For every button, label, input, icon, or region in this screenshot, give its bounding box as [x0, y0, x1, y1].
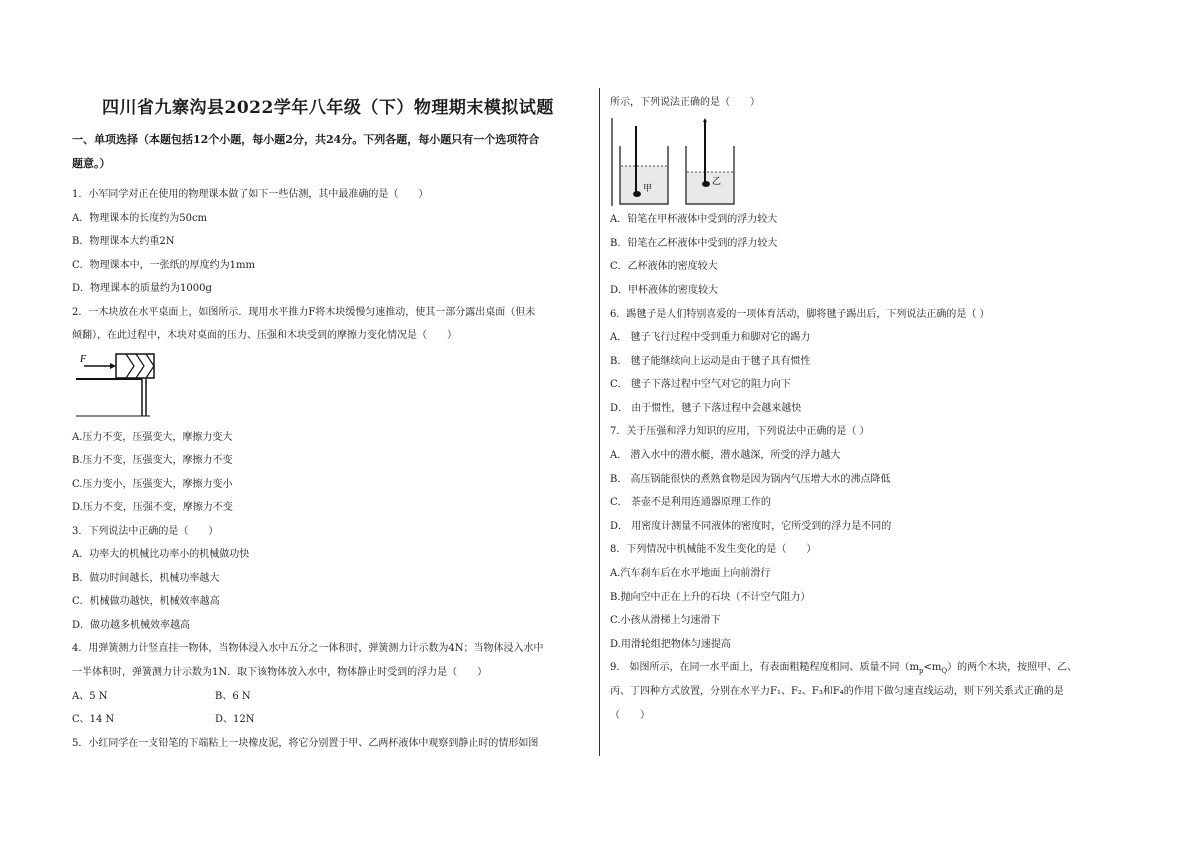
q4-option-a: A、5 N	[72, 691, 108, 702]
q9-stem-line2: 丙、丁四种方式放置，分别在水平力F₁、F₂、F₃和F₄的作用下做匀速直线运动，则下列关系式正确的是	[610, 686, 1064, 697]
q2-option-c: C.压力变小，压强变大，摩擦力变小	[72, 479, 233, 490]
q2-stem-line1: 2．一木块放在水平桌面上，如图所示．现用水平推力F将木块缓慢匀速推动，使其一部分露出桌面（但未	[72, 307, 536, 318]
q1-stem: 1．小军同学对正在使用的物理课本做了如下一些估测，其中最准确的是（ ）	[72, 189, 429, 200]
q8-option-c: C.小孩从滑梯上匀速滑下	[610, 615, 721, 626]
q5-beakers-figure	[610, 118, 750, 208]
beaker-label-jia: 甲	[643, 184, 653, 194]
q7-option-c: C． 茶壶不是利用连通器原理工作的	[610, 497, 771, 508]
q3-stem: 3．下列说法中正确的是（ ）	[72, 526, 219, 537]
q2-force-label: F	[80, 354, 87, 365]
q4-option-b: B、6 N	[215, 691, 251, 702]
q4-stem-line2: 一半体积时，弹簧测力计示数为1N．取下该物体放入水中，物体静止时受到的浮力是（ ）	[72, 667, 488, 678]
q5-option-d: D．甲杯液体的密度较大	[610, 285, 719, 296]
q1-option-a: A．物理课本的长度约为50cm	[72, 213, 208, 224]
q9-stem-line1	[610, 662, 1077, 677]
q2-stem-line2: 倾翻），在此过程中，木块对桌面的压力、压强和木块受到的摩擦力变化情况是（ ）	[72, 330, 457, 341]
q3-option-b: B．做功时间越长，机械功率越大	[72, 573, 220, 584]
q1-option-b: B．物理课本大约重2N	[72, 236, 175, 247]
q6-option-c: C． 毽子下落过程中空气对它的阻力向下	[610, 379, 791, 390]
page-title: 四川省九寨沟县2022学年八年级（下）物理期末模拟试题	[102, 98, 554, 118]
q4-option-c: C、14 N	[72, 714, 115, 725]
q8-option-d: D.用滑轮组把物体匀速提高	[610, 639, 731, 650]
column-divider	[599, 88, 600, 756]
q2-option-b: B.压力不变，压强变大，摩擦力不变	[72, 455, 233, 466]
q2-option-d: D.压力不变，压强不变，摩擦力不变	[72, 502, 233, 513]
q3-option-d: D．做功越多机械效率越高	[72, 620, 191, 631]
q6-option-b: B． 毽子能继续向上运动是由于毽子具有惯性	[610, 356, 811, 367]
beaker-label-yi: 乙	[712, 177, 722, 187]
q9-stem-text-a: 9． 如图所示，在同一水平面上，有表面粗糙程度相同、质量不同（m	[610, 662, 920, 673]
q3-option-a: A．功率大的机械比功率小的机械做功快	[72, 549, 250, 560]
q2-block-on-table-figure	[76, 346, 166, 418]
q9-stem-text-b: <m	[923, 662, 942, 673]
q8-option-a: A.汽车刹车后在水平地面上向前滑行	[610, 568, 771, 579]
q8-stem: 8．下列情况中机械能不发生变化的是（ ）	[610, 544, 817, 555]
q7-option-b: B． 高压锅能很快的煮熟食物是因为锅内气压增大水的沸点降低	[610, 474, 891, 485]
q5-stem-line1: 5．小红同学在一支铅笔的下端粘上一块橡皮泥，将它分别置于甲、乙两杯液体中观察到静止时的情形如图	[72, 738, 539, 749]
q6-stem: 6．踢毽子是人们特别喜爱的一项体育活动，脚将毽子踢出后，下列说法正确的是（ ）	[610, 309, 990, 320]
q5-option-b: B．铅笔在乙杯液体中受到的浮力较大	[610, 238, 778, 249]
q9-stem-text-c: ）的两个木块，按照甲、乙、	[947, 662, 1078, 673]
q7-option-d: D． 用密度计测量不同液体的密度时，它所受到的浮力是不同的	[610, 521, 892, 532]
q5-stem-line2: 所示，下列说法正确的是（ ）	[610, 97, 760, 108]
q8-option-b: B.抛向空中正在上升的石块（不计空气阻力）	[610, 592, 811, 603]
q7-option-a: A． 潜入水中的潜水艇，潜水越深，所受的浮力越大	[610, 450, 841, 461]
q4-option-d: D、12N	[215, 714, 255, 725]
q9-subscript-q: Q	[941, 667, 948, 675]
q9-subscript-p: p	[919, 667, 924, 675]
q1-option-d: D．物理课本的质量约为1000g	[72, 283, 212, 294]
q1-option-c: C．物理课本中，一张纸的厚度约为1mm	[72, 260, 255, 271]
q7-stem: 7．关于压强和浮力知识的应用，下列说法中正确的是（ ）	[610, 426, 870, 437]
q6-option-a: A． 毽子飞行过程中受到重力和脚对它的踢力	[610, 332, 811, 343]
q2-option-a: A.压力不变，压强变大，摩擦力变大	[72, 432, 233, 443]
q9-stem-line3: （ ）	[610, 710, 650, 721]
section-heading-line2: 题意。）	[72, 157, 111, 170]
q4-stem-line1: 4．用弹簧测力计竖直挂一物体，当物体浸入水中五分之一体积时，弹簧测力计示数为4N；当物体浸入水中	[72, 643, 544, 654]
q6-option-d: D． 由于惯性，毽子下落过程中会越来越快	[610, 403, 802, 414]
q5-option-a: A．铅笔在甲杯液体中受到的浮力较大	[610, 214, 778, 225]
section-heading-line1: 一、单项选择（本题包括12个小题，每小题2分，共24分。下列各题，每小题只有一个选项符合	[72, 133, 540, 146]
q3-option-c: C．机械做功越快，机械效率越高	[72, 596, 220, 607]
q5-option-c: C．乙杯液体的密度较大	[610, 261, 718, 272]
